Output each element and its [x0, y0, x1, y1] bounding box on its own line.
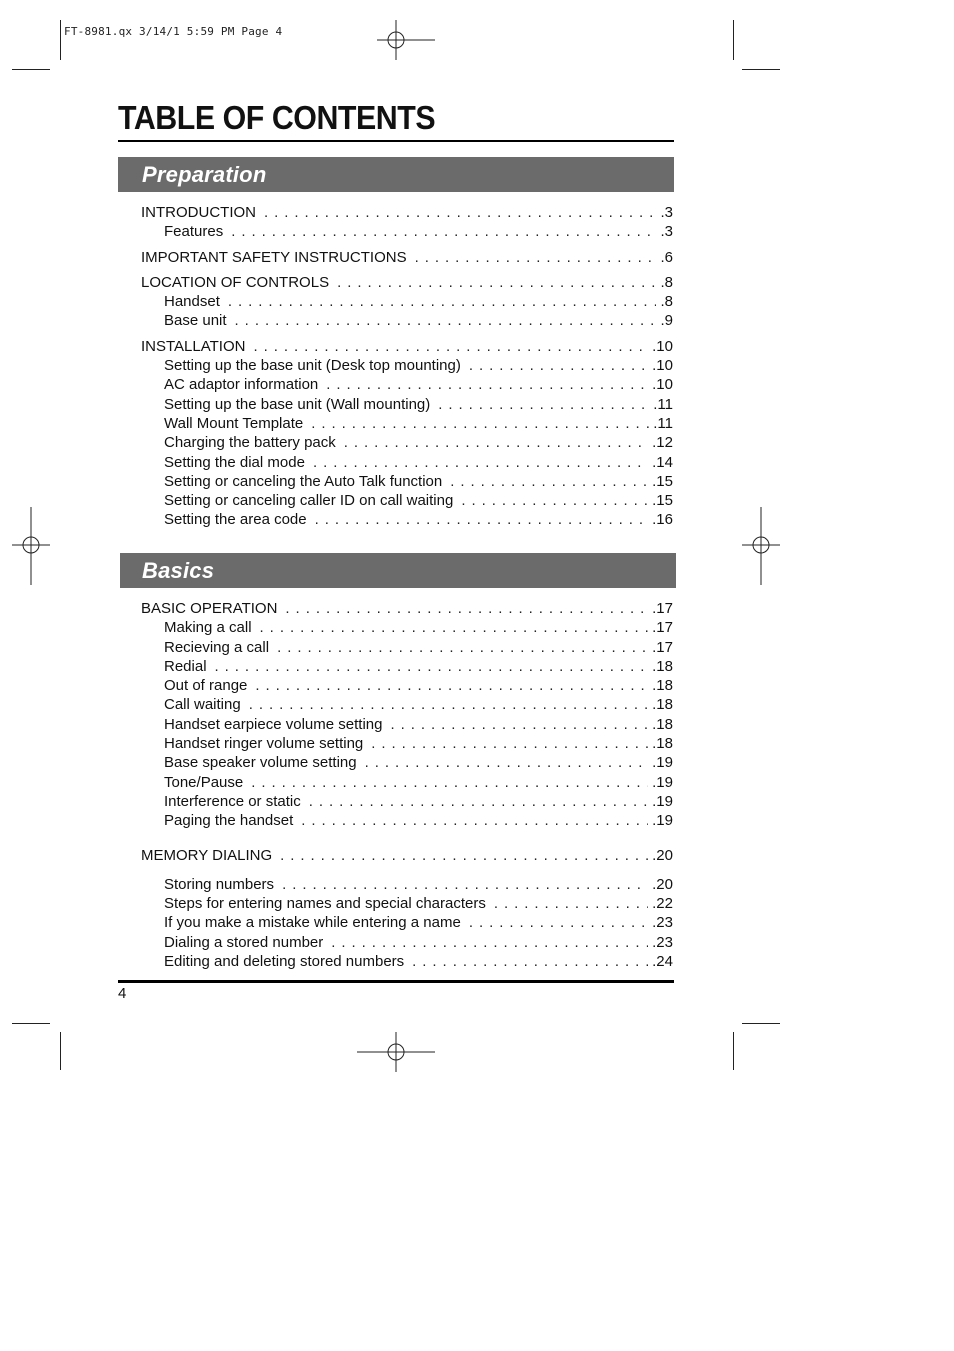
- toc-entry[interactable]: Editing and deleting stored numbers . . . .24: [141, 952, 673, 971]
- toc-entry[interactable]: Base speaker volume setting . . . .19: [141, 753, 673, 772]
- toc-entry[interactable]: Setting up the base unit (Wall mounting) . . . .11: [141, 395, 673, 414]
- toc-group: [141, 248, 673, 267]
- registration-mark-top: [377, 20, 435, 60]
- toc-group: [141, 875, 673, 971]
- toc-entry[interactable]: Making a call . . . .17: [141, 618, 673, 637]
- toc-entry[interactable]: Setting the dial mode . . . .14: [141, 453, 673, 472]
- toc-entry[interactable]: Dialing a stored number . . . .23: [141, 933, 673, 952]
- toc-entry[interactable]: INTRODUCTION . . . .3: [141, 203, 673, 222]
- page-title: TABLE OF CONTENTS: [118, 99, 436, 136]
- section-band-basics: [120, 553, 676, 588]
- section-heading: Basics: [142, 558, 215, 583]
- toc-group: [141, 203, 673, 242]
- toc-entry[interactable]: Features . . . .3: [141, 222, 673, 241]
- toc-entry[interactable]: Handset earpiece volume setting . . . .18: [141, 715, 673, 734]
- toc-entry[interactable]: Setting up the base unit (Desk top mounting) . . . .10: [141, 356, 673, 375]
- toc-entry[interactable]: Wall Mount Template . . . .11: [141, 414, 673, 433]
- toc-entry[interactable]: Storing numbers . . . .20: [141, 875, 673, 894]
- toc-entry[interactable]: Interference or static . . . .19: [141, 792, 673, 811]
- toc-entry[interactable]: Charging the battery pack . . . .12: [141, 433, 673, 452]
- toc-entry[interactable]: MEMORY DIALING . . . .20: [141, 846, 673, 865]
- toc-group: [141, 599, 673, 831]
- toc-entry[interactable]: Handset . . . .8: [141, 292, 673, 311]
- page-number: 4: [118, 985, 127, 1002]
- toc-basics: [141, 599, 673, 971]
- toc-entry[interactable]: Out of range . . . .18: [141, 676, 673, 695]
- toc-entry[interactable]: BASIC OPERATION . . . .17: [141, 599, 673, 618]
- toc-entry[interactable]: Recieving a call . . . .17: [141, 638, 673, 657]
- toc-entry[interactable]: INSTALLATION . . . .10: [141, 337, 673, 356]
- registration-mark-left: [12, 507, 50, 585]
- registration-mark-right: [742, 507, 780, 585]
- toc-entry[interactable]: Call waiting . . . .18: [141, 695, 673, 714]
- toc-entry[interactable]: Setting the area code . . . .16: [141, 510, 673, 529]
- toc-group: [141, 273, 673, 331]
- toc-entry[interactable]: Setting or canceling caller ID on call waiting . . . .15: [141, 491, 673, 510]
- toc-preparation: [141, 203, 673, 530]
- toc-group: [141, 337, 673, 530]
- toc-entry[interactable]: AC adaptor information . . . .10: [141, 375, 673, 394]
- toc-entry[interactable]: Steps for entering names and special characters . . . .22: [141, 894, 673, 913]
- toc-entry[interactable]: Base unit . . . .9: [141, 311, 673, 330]
- footer-rule: [118, 980, 674, 983]
- section-band-preparation: [118, 157, 674, 192]
- toc-entry[interactable]: If you make a mistake while entering a name . . . .23: [141, 913, 673, 932]
- registration-mark-bottom: [357, 1032, 435, 1072]
- toc-entry[interactable]: Handset ringer volume setting . . . .18: [141, 734, 673, 753]
- toc-entry[interactable]: Setting or canceling the Auto Talk function . . . .15: [141, 472, 673, 491]
- toc-entry[interactable]: IMPORTANT SAFETY INSTRUCTIONS . . . .6: [141, 248, 673, 267]
- title-rule: [118, 140, 674, 142]
- section-heading: Preparation: [142, 162, 267, 187]
- toc-entry[interactable]: Redial . . . .18: [141, 657, 673, 676]
- toc-entry[interactable]: LOCATION OF CONTROLS . . . .8: [141, 273, 673, 292]
- print-slug: FT-8981.qx 3/14/1 5:59 PM Page 4: [64, 25, 283, 38]
- toc-group: [141, 846, 673, 865]
- toc-entry[interactable]: Paging the handset . . . .19: [141, 811, 673, 830]
- toc-entry[interactable]: Tone/Pause . . . .19: [141, 773, 673, 792]
